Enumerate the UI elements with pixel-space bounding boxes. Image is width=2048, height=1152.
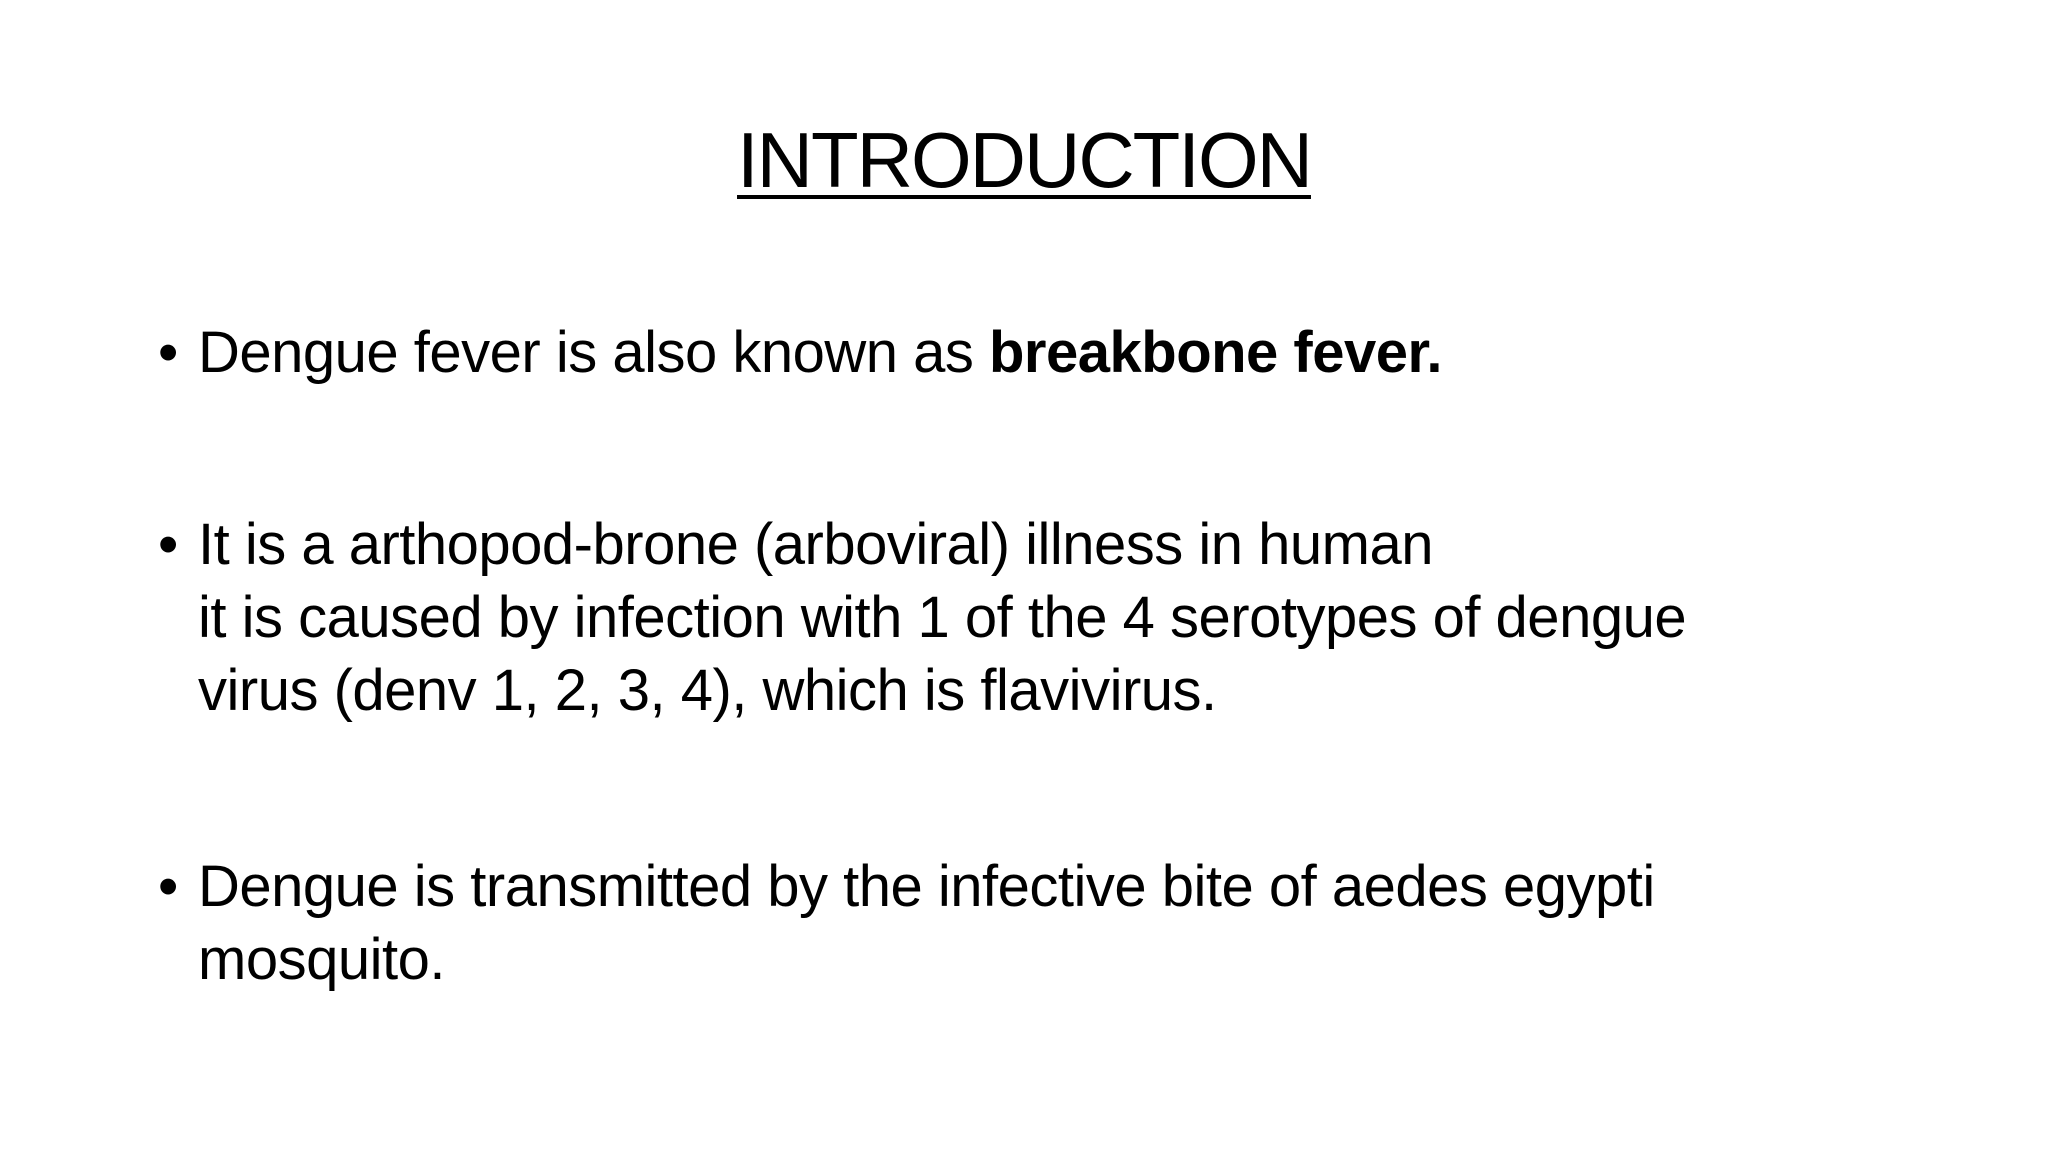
bullet-marker: • [158, 320, 178, 385]
bullet-marker: • [158, 854, 178, 919]
slide-title-text: INTRODUCTION [737, 116, 1311, 204]
bullet-item [158, 316, 1938, 389]
slide-title [0, 112, 2048, 208]
bullet-text [198, 508, 1938, 727]
bullet-text-bold: breakbone fever. [989, 320, 1442, 385]
bullet-line: it is caused by infection with 1 of the 4 serotypes of dengue [198, 585, 1687, 650]
bullet-text [198, 316, 1938, 389]
bullet-line: Dengue is transmitted by the infective bite of aedes egypti [198, 854, 1655, 919]
bullet-line: virus (denv 1, 2, 3, 4), which is flavivirus. [198, 658, 1217, 723]
bullet-text [198, 850, 1938, 996]
bullet-line: mosquito. [198, 927, 445, 992]
bullet-marker: • [158, 512, 178, 577]
bullet-item [158, 850, 1938, 996]
bullet-line: It is a arthopod-brone (arboviral) illness in human [198, 512, 1434, 577]
bullet-text-regular: Dengue fever is also known as [198, 320, 989, 385]
bullet-item [158, 508, 1938, 727]
bullet-line [198, 316, 1938, 389]
